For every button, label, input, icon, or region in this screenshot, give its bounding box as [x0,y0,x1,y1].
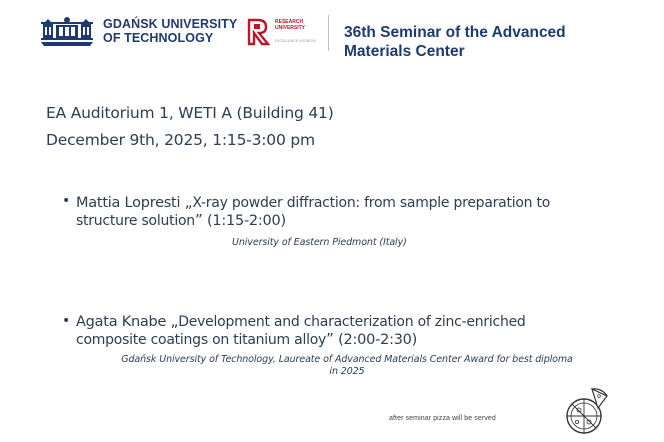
date-text: December 9th, 2025, 1:15-3:00 pm [46,131,315,149]
talk-speaker: Agata Knabe [76,314,167,330]
research-logo-line1: RESEARCH [275,19,304,25]
talk-time: (2:00-2:30) [338,332,418,348]
talk-speaker: Mattia Lopresti [76,195,181,211]
university-name-line2: OF TECHNOLOGY [103,31,214,45]
gdansk-university-logo-icon [40,15,94,47]
talk-title-line2: structure solution [76,213,195,229]
quote-close: ” [326,330,339,348]
talk-affiliation [67,354,627,378]
quote-open: „ [166,312,179,330]
talk-item [76,313,636,349]
talk-affiliation-line1: Gdańsk University of Technology, Laureate of Advanced Materials Center Award for best diploma [121,354,573,365]
quote-close: ” [194,211,207,229]
venue-text: EA Auditorium 1, WETI A (Building 41) [46,104,334,122]
header-divider [328,15,329,51]
research-logo-line2: UNIVERSITY [275,25,306,31]
university-name-line1: GDAŃSK UNIVERSITY [103,17,238,31]
bullet-icon: • [62,193,71,209]
seminar-title [344,23,566,61]
seminar-title-line1: 36th Seminar of the Advanced [344,24,566,41]
talk-title-line1: X-ray powder diffraction: from sample preparation to [192,195,551,211]
talk-title-line2: composite coatings on titanium alloy [76,332,327,348]
seminar-title-line2: Materials Center [344,43,465,60]
university-name [103,17,237,45]
talk-title-line1: Development and characterization of zinc-enriched [178,314,526,330]
pizza-note: after seminar pizza will be served [389,415,496,422]
talk-time: (1:15-2:00) [206,213,286,229]
research-university-sub: EXCELLENCE INITIATIVE [275,39,317,43]
quote-open: „ [180,193,193,211]
pizza-icon [562,386,610,436]
research-university-label [275,19,305,31]
research-university-logo-icon [246,18,271,46]
bullet-icon: • [62,313,71,329]
talk-item [76,194,636,230]
talk-affiliation: University of Eastern Piedmont (Italy) [232,237,407,248]
talk-affiliation-line2: in 2025 [329,366,365,377]
